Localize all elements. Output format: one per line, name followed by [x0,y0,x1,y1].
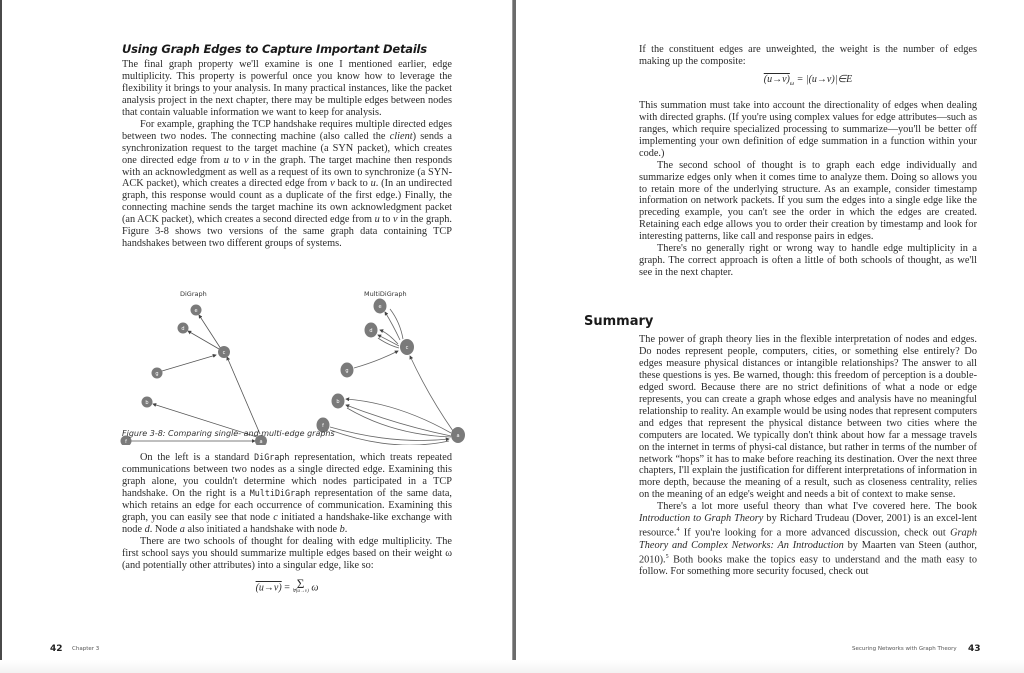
paragraph: There's no generally right or wrong way to handle edge multiplicity in a graph. The correct approach is often a little of both schools of thought, as we'll see in the next chapter. [639,243,977,279]
count-formula: $(u\to v)_\omega$ = |(u→v)|∈E [763,73,853,87]
paragraph: The final graph property we'll examine is one I mentioned earlier, edge multiplicity. This property is powerful once you know how to leverage the flexibility it brings to your analysis. In many practical instances, like the packet analysis project in the next chapter, there may be multiple edges between nodes that contain valuable information we want to keep for analysis. [122,58,452,118]
paragraph: There's a lot more useful theory than what I've covered here. The book Introduction to Graph Theory by Richard Trudeau (Dover, 2001) is an excel-lent resource.$^4$ If you're looking for a more advanced discussion, check out Graph Theory and Complex Networks: An Introduction by Maarten van Steen (author, 2010).$^5$ Both books make the topics easy to understand and the math easy to follow. For something more security focused, check out [639,501,978,577]
running-footer: Securing Networks with Graph Theory [852,646,957,652]
node-label: e [194,308,198,314]
node-label: g [345,368,349,374]
edge-c-e-1 [385,312,400,340]
figure-caption: Figure 3-8: Comparing single- and multi-edge graphs [122,429,335,438]
edge-f-a-2 [330,430,449,445]
right-page [516,0,1024,673]
right-column-top [639,44,977,279]
paragraph: The second school of thought is to graph each edge individually and summarize edges only when it comes time to analyze them. Doing so allows you to retain more of the underlying structure. As an example, consider timestamp information on network packets. If you sum the edges into a single edge like the preceding example, you can't see the order in which the edges are created. Retaining each edge allows you to order their creation by timestamp and look for interesting patterns, like call and response pairs in edges. [639,159,977,243]
node-label: c [405,345,409,351]
paragraph: There are two schools of thought for dealing with edge multiplicity. The first school says you should summarize multiple edges based on their weight ω (and potentially other attributes) into a singular edge, like so: [122,535,452,571]
footnote-ref: 4 [676,527,680,534]
figure-3-8 [118,285,478,445]
paragraph: For example, graphing the TCP handshake requires multiple directed edges between two nodes. The connecting machine (also called the client) sends a synchronization request to the target machine (a SYN packet), which creates one directed edge from u to v in the graph. The target machine then responds with an acknowledgment as well as a request of its own to synchronize (a SYN-ACK packet), which creates a directed edge from v back to u. (In an undirected graph, this response would count as a duplicate of the first edge.) Finally, the connecting machine sends the target machine its own acknowledgment packet (an ACK packet), which creates a second directed edge from u to v in the graph. Figure 3-8 shows two versions of the same graph data containing TCP handshakes between two different groups of systems. [122,118,453,250]
node-label: b [336,399,340,405]
page-number: 42 [50,644,63,654]
paragraph: If the constituent edges are unweighted, the weight is the number of edges making up the composite: [639,44,977,67]
summary-heading: Summary [584,314,654,329]
footnote-ref: 5 [665,553,669,560]
node-label: f [125,439,127,445]
paragraph: This summation must take into account the directionality of edges when dealing with directed graphs. (If you're using complex values for edge attributes—such as ranges, which require specialized processing to summarize—you'll be better off implementing your own definition of edge summation in a function within your code.) [639,99,977,159]
node-label: a [456,433,460,439]
edge-g-c [354,351,398,368]
multidigraph-label: MultiDiGraph [364,290,407,298]
edge-c-d [188,331,219,349]
right-column-summary [639,334,977,578]
node-label: d [369,328,373,334]
paragraph: On the left is a standard DiGraph representation, which treats repeated communications between two nodes as a single directed edge. Examining this graph alone, you couldn't determine which nodes participated in a TCP handshake. On the right is a MultiDiGraph representation of the same data, which retains an edge for each occurrence of communication. Examining this graph, you can easily see that node c initiated a handshake-like exchange with node d. Node a also initiated a handshake with node b. [122,452,453,535]
digraph-node-labels [125,308,262,445]
section-heading: Using Graph Edges to Capture Important Details [122,42,427,56]
edge-c-d-3 [378,338,399,348]
edge-f-a-1 [330,427,449,441]
paragraph: The power of graph theory lies in the flexible interpretation of nodes and edges. Do nodes represent people, computers, cities, or something else entirely? Do edges measure physical distances or intangible relationships? The answer to all these questions is yes. Be warned, though: this freedom of perception is a double-edged sword. Because there are no strict definitions of what a node or edge represents, you can create a graph whose edges and analysis have no meaningful relationship to reality. An example would be using nodes that represent computers and edges that represent the physical distance between two cities where the computers are located. We typically don't think about how far a message travels on the internet in terms of physi-cal distance, but rather in terms of the number of network “hops” it has to make before reaching its destination. Over the next three chapters, I'll explain the justification for different interpretations of information in more depth, because the meaning of a result, such as closeness centrality, relies on the meaning of an edge's weight and needs a bit of context to make sense. [639,334,977,501]
digraph-label: DiGraph [180,290,207,298]
summation-formula: (u→v) = Σ ∀(u→v) ω [255,575,319,594]
node-label: d [181,326,185,332]
left-column-top [122,44,452,250]
node-label: g [155,371,159,377]
node-label: f [322,423,324,429]
edge-g-c [162,355,216,371]
node-label: b [145,400,149,406]
edge-a-c [227,357,260,434]
page-number: 43 [968,644,981,654]
node-label: e [378,304,382,310]
page-bottom-shadow [0,660,1024,673]
node-label: a [259,439,263,445]
multidigraph-nodes [317,299,466,444]
node-label: c [222,350,226,356]
graph-diagrams [118,285,478,445]
running-footer: Chapter 3 [72,646,100,652]
digraph-edges [130,315,260,441]
left-column-bottom [122,452,452,606]
edge-a-c [410,356,453,431]
digraph-nodes [121,305,268,446]
